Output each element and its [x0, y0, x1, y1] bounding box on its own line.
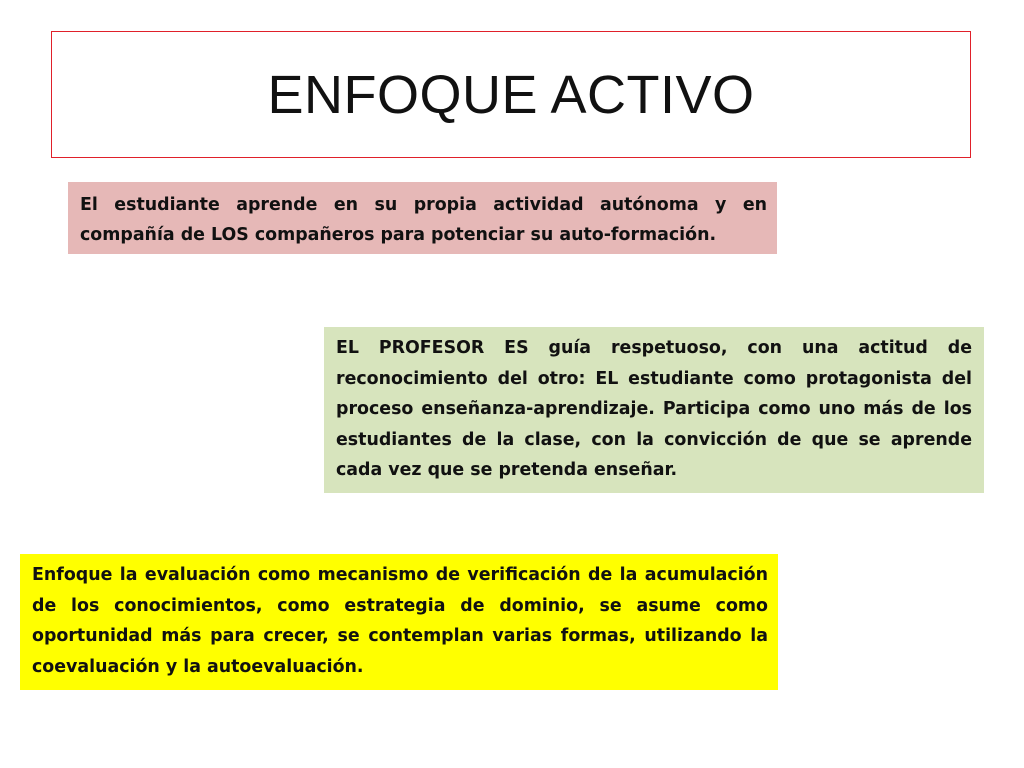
title-box — [51, 31, 971, 158]
evaluation-approach-box: Enfoque la evaluación como mecanismo de verificación de la acumulación de los conocimientos, como estrategia de dominio, se asume como oportunidad más para crecer, se contemplan varias formas, utilizando la coevaluación y la autoevaluación. — [20, 554, 778, 690]
student-activity-box: El estudiante aprende en su propia actividad autónoma y en compañía de LOS compañeros para potenciar su auto-formación. — [68, 182, 777, 254]
teacher-role-box: EL PROFESOR ES guía respetuoso, con una actitud de reconocimiento del otro: EL estudiante como protagonista del proceso enseñanza-aprendizaje. Participa como uno más de los estudiantes de la clase, con la convicción de que se aprende cada vez que se pretenda enseñar. — [324, 327, 984, 493]
slide-title: ENFOQUE ACTIVO — [267, 64, 755, 125]
